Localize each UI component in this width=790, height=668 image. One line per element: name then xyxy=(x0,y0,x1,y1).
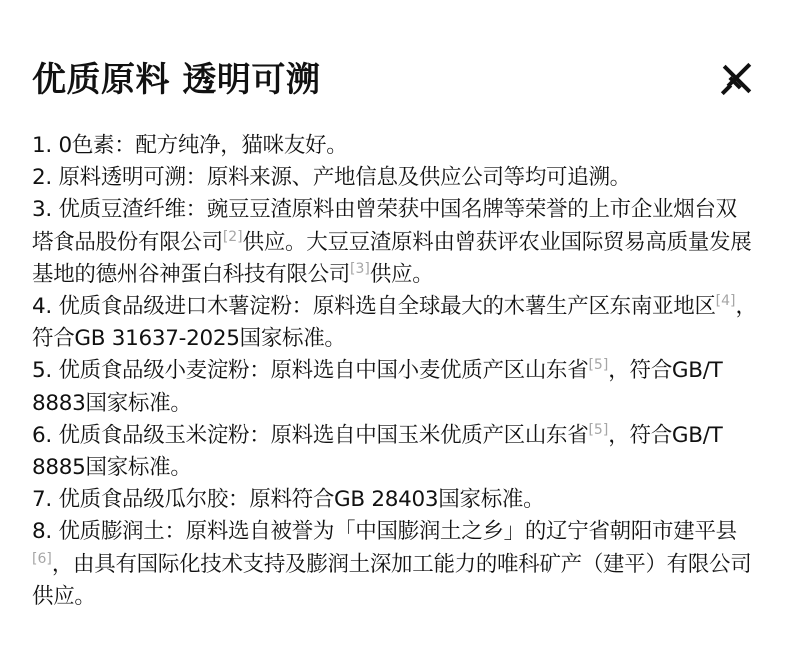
list-item-4 xyxy=(32,291,758,355)
item-text: 5. 优质食品级小麦淀粉：原料选自中国小麦优质产区山东省 xyxy=(32,358,589,384)
item-text: 3. 优质豆渣纤维：豌豆豆渣原料由曾荣获中国名牌等荣誉的上市企业烟台双塔食品股份有限公司 xyxy=(32,197,737,255)
x-cross-icon xyxy=(718,60,756,98)
item-text: 供应。 xyxy=(369,261,434,287)
citation-ref[interactable]: [5] xyxy=(588,357,609,374)
item-text: ，由具有国际化技术支持及膨润土深加工能力的唯科矿产（建平）有限公司供应。 xyxy=(32,551,752,609)
citation-ref[interactable]: [6] xyxy=(32,550,52,567)
item-text: 1. 0色素：配方纯净，猫咪友好。 xyxy=(32,133,348,158)
item-text: 8. 优质膨润土：原料选自被誉为「中国膨润土之乡」的辽宁省朝阳市建平县 xyxy=(32,519,737,545)
list-item-1 xyxy=(32,130,758,162)
citation-ref[interactable]: [4] xyxy=(715,292,736,309)
ingredient-list xyxy=(32,130,758,613)
item-text: ，符合GB 31637-2025国家标准。 xyxy=(32,294,757,352)
list-item-8 xyxy=(32,516,758,613)
section-title: 优质原料 透明可溯 xyxy=(32,60,321,100)
section-header xyxy=(32,56,758,104)
list-item-5 xyxy=(32,355,758,419)
item-text: ，符合GB/T 8885国家标准。 xyxy=(32,422,723,481)
citation-ref[interactable]: [5] xyxy=(588,421,609,438)
item-text: 4. 优质食品级进口木薯淀粉：原料选自全球最大的木薯生产区东南亚地区 xyxy=(32,294,716,320)
item-text: 7. 优质食品级瓜尔胶：原料符合GB 28403国家标准。 xyxy=(32,487,545,513)
item-text: 2. 原料透明可溯：原料来源、产地信息及供应公司等均可追溯。 xyxy=(32,165,631,191)
item-text: 6. 优质食品级玉米淀粉：原料选自中国玉米优质产区山东省 xyxy=(32,422,589,448)
list-item-7 xyxy=(32,484,758,516)
list-item-6 xyxy=(32,420,758,484)
citation-ref[interactable]: [2] xyxy=(222,228,243,245)
list-item-2 xyxy=(32,162,758,194)
citation-ref[interactable]: [3] xyxy=(350,260,370,277)
item-text: 供应。大豆豆渣原料由曾获评农业国际贸易高质量发展基地的德州谷神蛋白科技有限公司 xyxy=(32,229,752,287)
item-text: ，符合GB/T 8883国家标准。 xyxy=(32,358,723,416)
list-item-3 xyxy=(32,194,758,291)
